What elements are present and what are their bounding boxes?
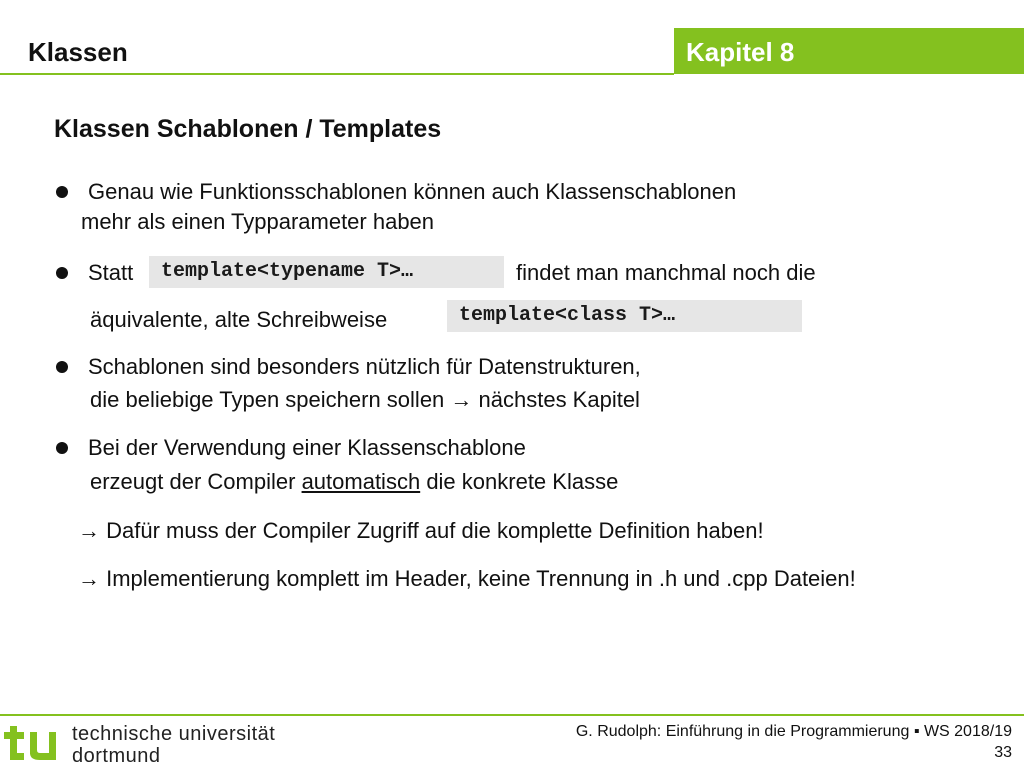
tu-logo-icon (4, 720, 64, 764)
bullet-dot-4 (56, 442, 68, 454)
page-number: 33 (994, 744, 1012, 761)
slide-heading: Klassen Schablonen / Templates (54, 115, 442, 143)
bullet4-prefix: erzeugt der Compiler (90, 469, 296, 494)
bullet4-suffix: die konkrete Klasse (426, 469, 619, 494)
code-snippet-class: template<class T>… (447, 300, 802, 332)
bullet1-line1: Genau wie Funktionsschablonen können auch Klassenschablonen (88, 179, 737, 204)
section-title: Klassen (28, 37, 128, 67)
university-name-line2: dortmund (72, 745, 161, 767)
bullet2-after-code: findet man manchmal noch die (516, 260, 816, 285)
bullet4-line1: Bei der Verwendung einer Klassenschablone (88, 435, 526, 460)
bullet3-line2: die beliebige Typen speichern sollen → nächstes Kapitel (90, 387, 640, 412)
bullet4-emphasis: automatisch (301, 469, 421, 494)
bullet-dot-2 (56, 267, 68, 279)
chapter-label: Kapitel 8 (686, 37, 795, 67)
bullet3-line1: Schablonen sind besonders nützlich für Datenstrukturen, (88, 354, 641, 379)
code-snippet-typename: template<typename T>… (149, 256, 504, 288)
footer-divider (0, 714, 1024, 716)
university-name (72, 723, 275, 767)
arrow-line-2: → Implementierung komplett im Header, keine Trennung in .h und .cpp Dateien! (78, 566, 856, 591)
university-name-line1: technische universität (72, 723, 276, 745)
bullet-dot-3 (56, 361, 68, 373)
bullet4-line2 (90, 471, 618, 493)
bullet1-line2: mehr als einen Typparameter haben (81, 209, 435, 234)
footer-credit: G. Rudolph: Einführung in die Programmierung ▪ WS 2018/19 (575, 723, 1012, 740)
header-divider (0, 73, 674, 75)
bullet-dot-1 (56, 186, 68, 198)
chapter-badge (674, 28, 1024, 74)
bullet2-line2: äquivalente, alte Schreibweise (90, 307, 388, 332)
bullet2-statt: Statt (88, 260, 134, 285)
arrow-line-1: → Dafür muss der Compiler Zugriff auf die komplette Definition haben! (78, 518, 764, 543)
